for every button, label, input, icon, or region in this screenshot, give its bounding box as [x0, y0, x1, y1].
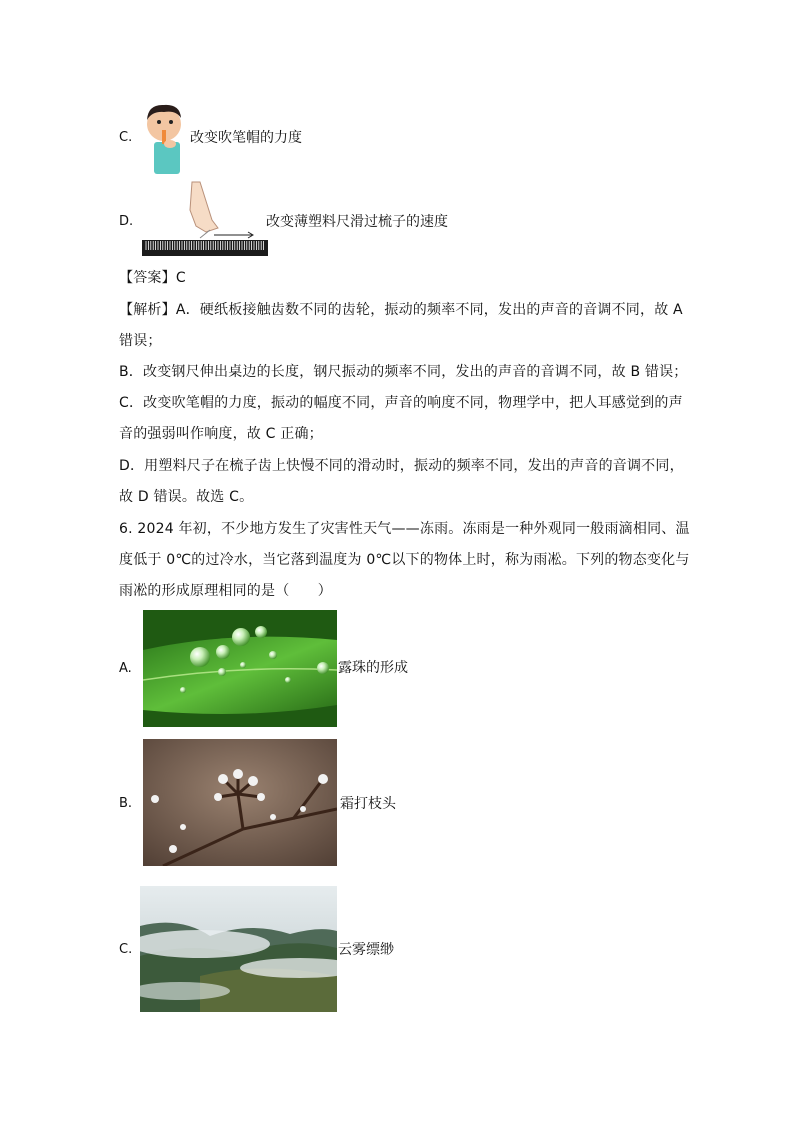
misty-mountains-photo	[140, 886, 337, 1012]
analysis-line-3: B．改变钢尺伸出桌边的长度，钢尺振动的频率不同，发出的声音的音调不同，故 B 错误；	[119, 364, 688, 380]
answer-bracket: 【答案】	[119, 270, 176, 286]
analysis-line-2: 错误；	[119, 333, 162, 349]
question6-line-1: 6. 2024 年初，不少地方发生了灾害性天气——冻雨。冻雨是一种外观同一般雨滴相同、温	[119, 521, 690, 537]
option-c-text: 改变吹笔帽的力度	[190, 130, 302, 146]
q6-option-b-letter: B.	[119, 796, 133, 811]
ruler-comb-illustration	[140, 180, 270, 260]
analysis-line-1: 【解析】A．硬纸板接触齿数不同的齿轮，振动的频率不同，发出的声音的音调不同，故 A	[119, 302, 683, 318]
frost-branches-photo	[143, 739, 337, 866]
analysis-line-7: 故 D 错误。故选 C。	[119, 489, 254, 505]
option-d-text: 改变薄塑料尺滑过梳子的速度	[266, 214, 448, 230]
q6-option-a-letter: A.	[119, 661, 132, 676]
analysis-bracket: 【解析】	[119, 302, 176, 318]
option-d-letter: D.	[119, 214, 134, 229]
q6-option-b-text: 霜打枝头	[340, 796, 396, 812]
analysis-line-5: 音的强弱叫作响度，故 C 正确；	[119, 426, 323, 442]
dew-drops-photo	[143, 610, 337, 727]
answer-line	[119, 268, 186, 288]
analysis-line-4: C．改变吹笔帽的力度，振动的幅度不同，声音的响度不同，物理学中，把人耳感觉到的声	[119, 395, 683, 411]
child-blowing-illustration	[140, 98, 188, 178]
question6-line-3: 雨凇的形成原理相同的是（ ）	[119, 583, 332, 599]
analysis-line-6: D．用塑料尺子在梳子齿上快慢不同的滑动时，振动的频率不同，发出的声音的音调不同，	[119, 458, 684, 474]
answer-value: C	[175, 270, 186, 286]
option-c-letter: C.	[119, 130, 133, 145]
q6-option-a-text: 露珠的形成	[338, 660, 408, 676]
question6-line-2: 度低于 0℃的过冷水，当它落到温度为 0℃以下的物体上时，称为雨凇。下列的物态变化与	[119, 552, 690, 568]
q6-option-c-letter: C.	[119, 942, 133, 957]
q6-option-c-text: 云雾缥缈	[338, 942, 394, 958]
